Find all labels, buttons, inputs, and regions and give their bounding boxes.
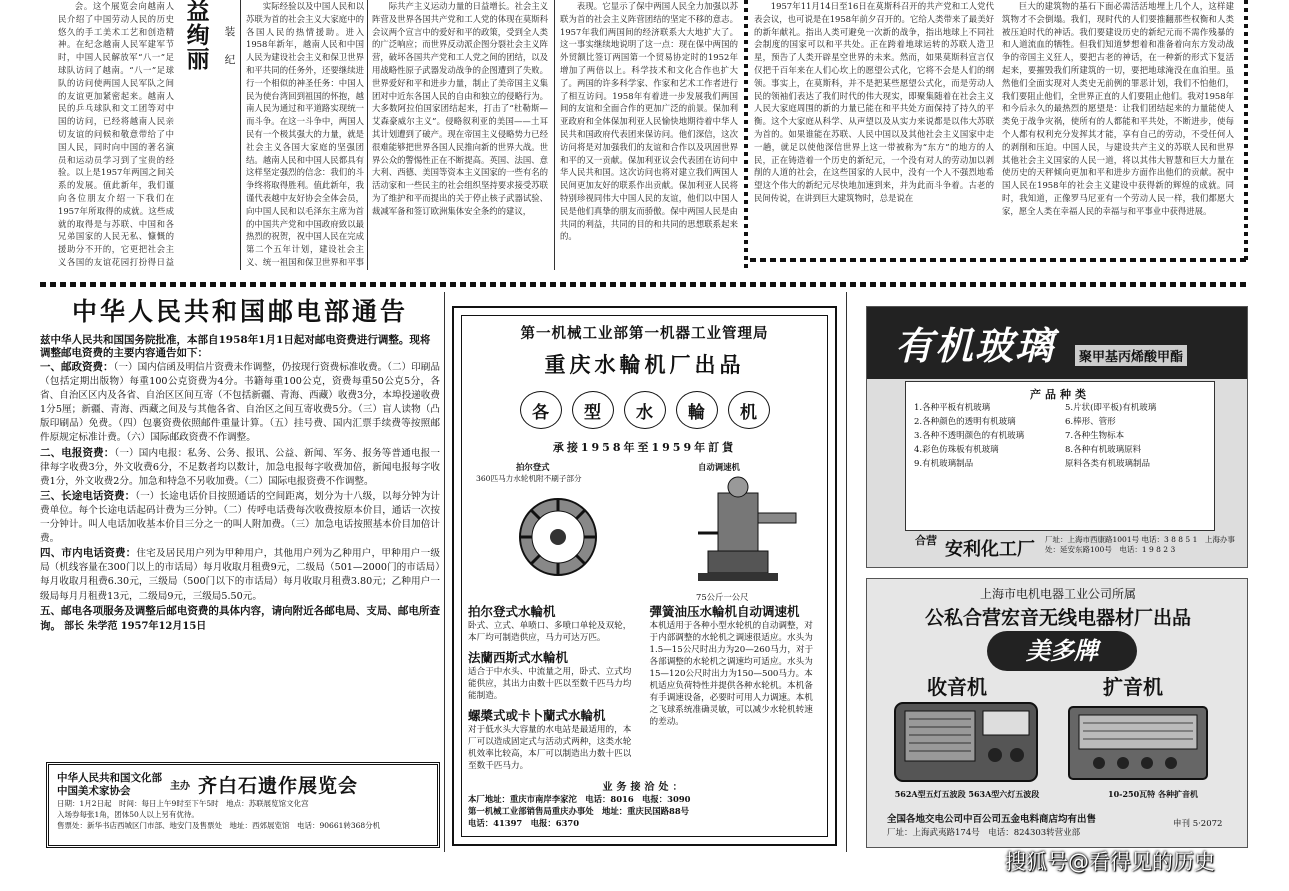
brand-logo: 美多牌: [987, 631, 1137, 671]
acrylic-contact: 厂址：上海市西康路1001号 电话：3 8 8 5 1 上海办事处：延安东路100号 电话：1 9 8 2 3: [1045, 535, 1235, 554]
publication-code: 申刊 5·2072: [1173, 819, 1223, 829]
radio-label: 收音机: [927, 675, 987, 699]
acrylic-subtitle: 聚甲基丙烯酸甲酯: [1075, 345, 1187, 366]
column-rule: [367, 0, 368, 270]
radio-factory: 公私合营宏音无线电器材厂出品: [924, 607, 1191, 629]
section-2-text: （一）国内电报：私务、公务、报讯、公益、新闻、军务、报务等普通电报一律每字收费3分，外文收费6分，不足数者均以数计，加急电报每字收费加倍，新闻电报每字收费1分，外文收费2分。加急和特急不另收加费。（二）国际电报资费不作调整。: [40, 447, 440, 487]
article-headline-vertical: [180, 0, 216, 80]
article-column-4-text: 表现。它显示了保中两国人民全力加强以苏联为首的社会主义阵营团结的坚定不移的意志。1957年我们两国间的经济联系大大地扩大了。这一事实继续地说明了这一点：现在保中两国的外贸额比签订两国第一个贸易协定时的1952年增加了两倍以上。科学技术和文化合作也扩大了。两国的许多科学家、作家和艺术工作者进行了相互访问。1958年有着进一步发展我们两国间的友谊和全面合作的更加广泛的前景。保加利亚政府和全体保加利亚人民愉快地期待着中华人民共和国政府代表团来保访问。他们深信，这次访问将是对加强我们的友谊和合作以及巩固世界和平的又一贡献。保加利亚议会代表团在访问中华人民共和国。这次访问也将对建立我们两国人民间更加友好的联系作出贡献。保加利亚人民将特别珍视同伟大中国人民的友谊，他们以中国人民是他们真挚的朋友而骄傲。保中两国人民是由共同的利益，共同的目的和共同的思想联系起来的。: [560, 1, 738, 242]
image-1-caption: 360匹马力水轮机附不刷子部分: [476, 474, 582, 483]
acrylic-title: 有机玻璃: [895, 324, 1056, 368]
article-column-3-text: 际共产主义运动力量的日益增长。社会主义阵营及世界各国共产党和工人党的体现在莫斯科会议两个宣言中的爱好和平的政策，受到全人类的广泛响应；而世界反动派企图分裂社会主义阵营，破坏各国共产党和工人党之间的团结，以及用战略性原子武器发动战争的企图遭到了失败。世界爱好和平和进步力量，制止了美帝国主义集团对中近东各国人民的自由和独立的侵略行为。大多数阿拉伯国家团结起来，打击了“杜勒斯—艾森豪威尔主义”。侵略叙利亚的美国——土耳其计划遭到了破产。现在帝国主义侵略势力已经很难能够把世界各国人民推向新的世界大战。世界公众的警惕性正在不断提高。英国、法国、意大利、西德、美国等资本主义国家的一些有名的活动家和一些民主的社会组织坚持要求接受苏联为了维护和平而提出的关于停止核子武器试验、裁减军备和签订欧洲集体安全条约的建议，: [372, 1, 548, 216]
ad-factory-name: 重庆水輪机厂出品: [544, 353, 745, 377]
column-rule: [554, 0, 555, 270]
notice-date: 1957年12月15日: [120, 620, 207, 632]
product-item: 原料各类有机玻璃制品: [1065, 459, 1151, 469]
article-column-6-text: 巨大的建筑物的基石下面必需活活地埋上几个人，这样建筑物才不会倒塌。我们，现时代的人们要推翻那些权衡和人类被压迫时代的神话。我们要建设历史的新纪元而不需作残暴的和人道流血的牺牲。但我们知道梦想着和准备着向东方发动战争的帝国主义狂人，要把古老的神话，在一种新的形式下复活起来，要摧毁我们所建筑的一切，要把地球淹没在血泊里。虽然他们全面实现对人类史无前例的罪恶计划，我们不怕他们，我们要阻止他们，全世界正直的人们要阻止他们。我对1958年和今后永久的最热烈的愿望是：让我们团结起来的力量能使人类免于战争灾祸，使所有的人都能和平共处，不断进步，使每个人都有权利充分发挥其才能，享有自己的劳动，不受任何人的剥削和压迫。中国人民，与建设共产主义的苏联人民和世界其他社会主义国家的人民一道，将以其伟大智慧和巨大力量在使历史的天秤倾向更加和平和进步方面作出他们的贡献。祝中国人民在1958年的社会主义建设中获得新的辉煌的成就。同时，我知道，正像罗马尼亚有一个劳动人民一样，我们都愿大家，愿全人类在幸福人民的幸福与和平事业中获得进展。: [1002, 1, 1234, 216]
column-rule: [846, 292, 847, 852]
radio-illustration: [891, 699, 1041, 785]
acrylic-factory: 安利化工厂: [945, 539, 1035, 560]
product-item: 4.彩色仿珠板有机玻璃: [914, 445, 999, 455]
product-char: 型: [572, 391, 614, 429]
section-4-title: 四、市内电话资费：: [40, 547, 137, 560]
section-divider: [40, 282, 1250, 287]
product-3-title: 螺槳式或卡卜蘭式水輪机: [468, 708, 606, 723]
product-list-box: [905, 381, 1215, 531]
product-char: 水: [624, 391, 666, 429]
image-2-label: 自动调速机: [698, 462, 740, 472]
exhibition-notice: [46, 762, 440, 848]
section-3-text: （一）长途电话价目按照通话的空间距离，划分为十八级，以每分钟为计费单位。每个长途电话起码计费为三分钟。（二）传呼电话费每次收费按原本价目，通话一次按一分钟计。叫人电话加收基本价目三分之一的叫人附加费。（三）加急电话按照基本价目加倍计费。: [40, 490, 440, 545]
article-column-1: [58, 0, 174, 268]
section-3-title: 三、长途电话资费：: [40, 489, 136, 502]
post-notice-body: [40, 360, 440, 634]
post-notice-title: 中华人民共和国邮电部通告: [71, 297, 408, 326]
product-item: 1.各种平板有机玻璃: [914, 403, 991, 413]
section-1-text: （一）国内信函及明信片资费未作调整，仍按现行资费标准收费。（二）印刷品（包括定期出版物）每重100公克资费为4分。书籍每重100公克，资费每重50公克5分，各省、自治区区内及各省、自治区区间互寄（不包括新疆、青海、西藏）收费3分，本埠投递收费1分5厘；新疆、青海、西藏之间及与其他各省、自治区之间互寄收费5分。（三）盲人读物（凸版印刷品）免费。（四）包裹资费依照邮件重量计算。（五）挂号费、国内汇票手续费等按照邮件原规定标准计费。（六）国际邮政资费不作调整。: [40, 362, 440, 444]
contact-line-3: 电话：41397 电报：6370: [468, 818, 580, 828]
organizer-2: 中国美术家协会: [57, 784, 131, 797]
exhibition-info-2: 入场券每张1角，团体50人以上另有优待。: [57, 810, 199, 819]
amplifier-label: 扩音机: [1103, 675, 1163, 699]
article-column-6: [1002, 0, 1234, 255]
exhibition-title: 齐白石遗作展览会: [198, 775, 359, 797]
product-item: 5.片状(即平板)有机玻璃: [1065, 403, 1157, 413]
byline-char-2: 纪: [224, 54, 236, 66]
radio-models: 562A型五灯五波段 563A型六灯五波段: [894, 789, 1040, 799]
article-column-4: [560, 0, 738, 268]
article-column-5-text: 1957年11月14日至16日在莫斯科召开的共产党和工人党代表会议，也可说是在1958年前夕召开的。它给人类带来了最美好的新年献礼。指出人类可避免一次新的战争，指出地球上不同社会制度的国家可以和平共处。正在跨着地球运转的苏联人造卫星，预告了人类开辟星空世界的未来。然而，如果莫斯科宣言仅仅把千百年来在人们心坎上的愿望公式化，它将不会是人们的纲领。事实上，在莫斯科，并不是把某些愿望公式化，而是劳动人民的领袖们表达了我们时代的伟大现实，即聚集随着在社会主义人民大家庭周围的新的力量已能在和平共处方面保持了持久的平衡。这个大家庭从科学、从声望以及从实力来说都是以伟大苏联为首的。如果谁能在苏联、人民中国以及其他社会主义国家中走一趟，就足以使他深信世界上这一带被称为“东方”的地方的人民，正在铸造着一个历史的新纪元，一个没有对人的劳动加以剥削的人道的社会，在这些国家的人民中，没有一个人不强烈地希望这个伟大的新纪元尽快地加速到来，并为此而斗争着。古老的民间传说，在讲到巨大建筑物时，总是说在: [754, 1, 994, 203]
product-item: 2.各种颜色的透明有机玻璃: [914, 417, 1016, 427]
image-1-label: 拍尔登式: [516, 462, 550, 472]
product-item: 8.各种有机玻璃原料: [1065, 445, 1142, 455]
exhibition-info-3: 售票处：新华书店西城区门市部、地安门及售票处 地址：西郊展览馆 电话：90661转368分机: [57, 821, 381, 830]
section-5-text: 五、邮电各项服务及调整后邮电资费的具体内容，请向附近各邮电局、支局、邮电所查询。: [40, 604, 440, 632]
section-4-text: 住宅及居民用户列为甲种用户，其他用户列为乙种用户，甲种用户一级局（机线容量在300门以上的市话局）每月收取月租费9元，二级局（501—2000门的市话局）每月收取月租费6.30元，三级局（500门以下的市话局）每月收取月租费3.80元；乙种用户一级局每月月租费13元，二级局9元，三级局5.50元。: [40, 548, 440, 602]
governor-illustration: [678, 473, 808, 593]
product-chars: [468, 391, 821, 429]
ad-company: 第一机械工业部第一机器工业管理局: [520, 326, 769, 342]
byline-vertical: [222, 18, 238, 74]
product-item: 9.有机玻璃制品: [914, 459, 974, 469]
product-char: 各: [520, 391, 562, 429]
product-item: 7.各种生物标本: [1065, 431, 1125, 441]
product-char: 輪: [676, 391, 718, 429]
contact-line-1: 本厂地址：重庆市南岸李家沱 电话：8016 电报：3090: [468, 794, 691, 804]
article-column-2: [246, 0, 364, 268]
border-dots: [744, 0, 748, 270]
product-4-title: 彈簧油压水輪机自动调速机: [649, 604, 800, 619]
product-3-desc: 对于低水头大容量的水电站是最适用的，本厂可以造成固定式与活动式两种，这类水轮机效率比较高，本厂可以制造出力数十匹以至数千匹马力。: [468, 725, 632, 771]
section-2-title: 二、电报资费：: [40, 446, 115, 459]
organizer-1: 中华人民共和国文化部: [57, 771, 162, 784]
border-dots: [1244, 0, 1248, 262]
product-2-title: 法蘭西斯式水輪机: [468, 650, 569, 665]
column-rule: [444, 292, 445, 852]
radio-company: 上海市电机电器工业公司所属: [979, 587, 1136, 601]
radio-advertisement: [866, 578, 1248, 848]
article-column-3: [372, 0, 548, 268]
contact-line-2: 第一机械工业部销售局重庆办事处 地址：重庆民国路88号: [468, 806, 690, 816]
article-column-2-text: 实际经验以及中国人民和以苏联为首的社会主义大家庭中的各国人民的热情援助。进入1958年新年，越南人民和中国人民为建设社会主义和保卫世界和平共同的任务外，还要继续进行一个相似的神圣任务：中国人民为使台湾回到祖国的怀抱，越南人民为通过和平道路实现统一而斗争。在这一斗争中，两国人民有一个极其强大的力量，就是社会主义各国大家庭的坚强团结。越南人民和中国人民都具有这样坚定强烈的信念：我们的斗争终将取得胜利。值此新年，我谨代表越中友好协会全体会员，向中国人民和以毛泽东主席为首的中国共产党和中国政府致以最热烈的祝贺，祝中国人民在完成第二个五年计划，建设社会主义、统一祖国和保卫世界和平事: [246, 1, 364, 267]
article-column-1-text: 会。这个展览会向越南人民介绍了中国劳动人民的历史悠久的手工美术工艺和创造精神。在纪念越南人民军建军节时，中国人民解放军“八一”足球队访问了越南。“八一”足球队的访问使两国人民军队之间的友谊更加紧密起来。越南人民的乒乓球队和文工团等对中国的访问，已经将越南人民亲切友谊的问候和敬意带给了中国人民，同时向中国的著名演员和运动员学习到了宝贵的经验。以上是1957年两国之间关系的发展。值此新年，我们谨向各位朋友介绍一下我们在1957年所取得的成就。这些成就的取得是与苏联、中国和各兄弟国家的人民无私、慷慨的援助分不开的，它更把社会主义各国的友谊花园打扮得日益: [58, 1, 174, 267]
product-item: 6.棒形、管形: [1065, 417, 1116, 427]
product-1-title: 拍尔登式水輪机: [468, 604, 556, 619]
headline-char-3: 丽: [186, 47, 210, 73]
radio-address: 厂址：上海武夷路174号 电话：824303转营业部: [887, 828, 1081, 838]
acrylic-advertisement: [866, 306, 1248, 568]
post-notice: [40, 292, 440, 767]
product-2-desc: 适合于中水头、中流量之用，卧式、立式均能供应，其出力由数十匹以至数千匹马力均能制造。: [468, 667, 632, 701]
retail-info: 全国各地交电公司中百公司五金电料商店均有出售: [887, 814, 1097, 825]
section-divider: [750, 258, 1248, 262]
image-2-caption: 75公斤一公尺: [696, 592, 749, 602]
product-char: 机: [728, 391, 770, 429]
exhibition-info-1: 日期：1月2日起 时间：每日上午9时至下午5时 地点：苏联展览馆文化宫: [57, 799, 309, 808]
product-1-desc: 卧式、立式、单喷口、多喷口单轮及双轮，本厂均可制造供应，马力可达万匹。: [468, 621, 632, 643]
headline-char-2: 绚: [186, 23, 210, 49]
host-label: 主办: [170, 781, 190, 792]
product-list-title: 产品种类: [1030, 388, 1090, 401]
signer: 部长 朱学范: [64, 620, 118, 632]
amplifier-illustration: [1063, 703, 1213, 783]
contact-title: 业务接洽处：: [602, 782, 687, 793]
order-period: 承接1958年至1959年訂貨: [552, 441, 737, 454]
byline-char-1: 装: [224, 26, 236, 38]
article-column-5: [754, 0, 994, 255]
headline-char-1: 益: [186, 0, 210, 25]
column-rule: [240, 0, 241, 270]
pelton-wheel-illustration: [488, 487, 638, 587]
post-notice-lead: 兹中华人民共和国国务院批准，本部自1958年1月1日起对邮电资费进行调整。现将调整邮电资费的主要内容通告如下：: [40, 334, 431, 359]
product-item: 3.各种不透明颜色的有机玻璃: [914, 431, 1025, 441]
product-4-desc: 本机适用于各种小型水轮机的自动调整，对于内部调整的水轮机之调速很适应。水头为1.5—15公尺时出力为20—260马力，对于各部调整的水轮机之调速均可适应。水头为15—120公尺时出力为150—500马力。本机适应负荷特性并提供各种水轮机。本机备有手调速设备，必要时可用人力调速。本机之飞球系统准确灵敏，可以减少水轮机转速的差动。: [649, 621, 814, 727]
section-1-title: 一、邮政资费：: [40, 361, 114, 373]
amplifier-models: 10-250瓦特 各种扩音机: [1108, 789, 1198, 799]
turbine-advertisement: [452, 306, 837, 846]
watermark: 搜狐号@看得见的历史: [1005, 850, 1215, 874]
joint-venture-label: 合营: [915, 534, 937, 547]
